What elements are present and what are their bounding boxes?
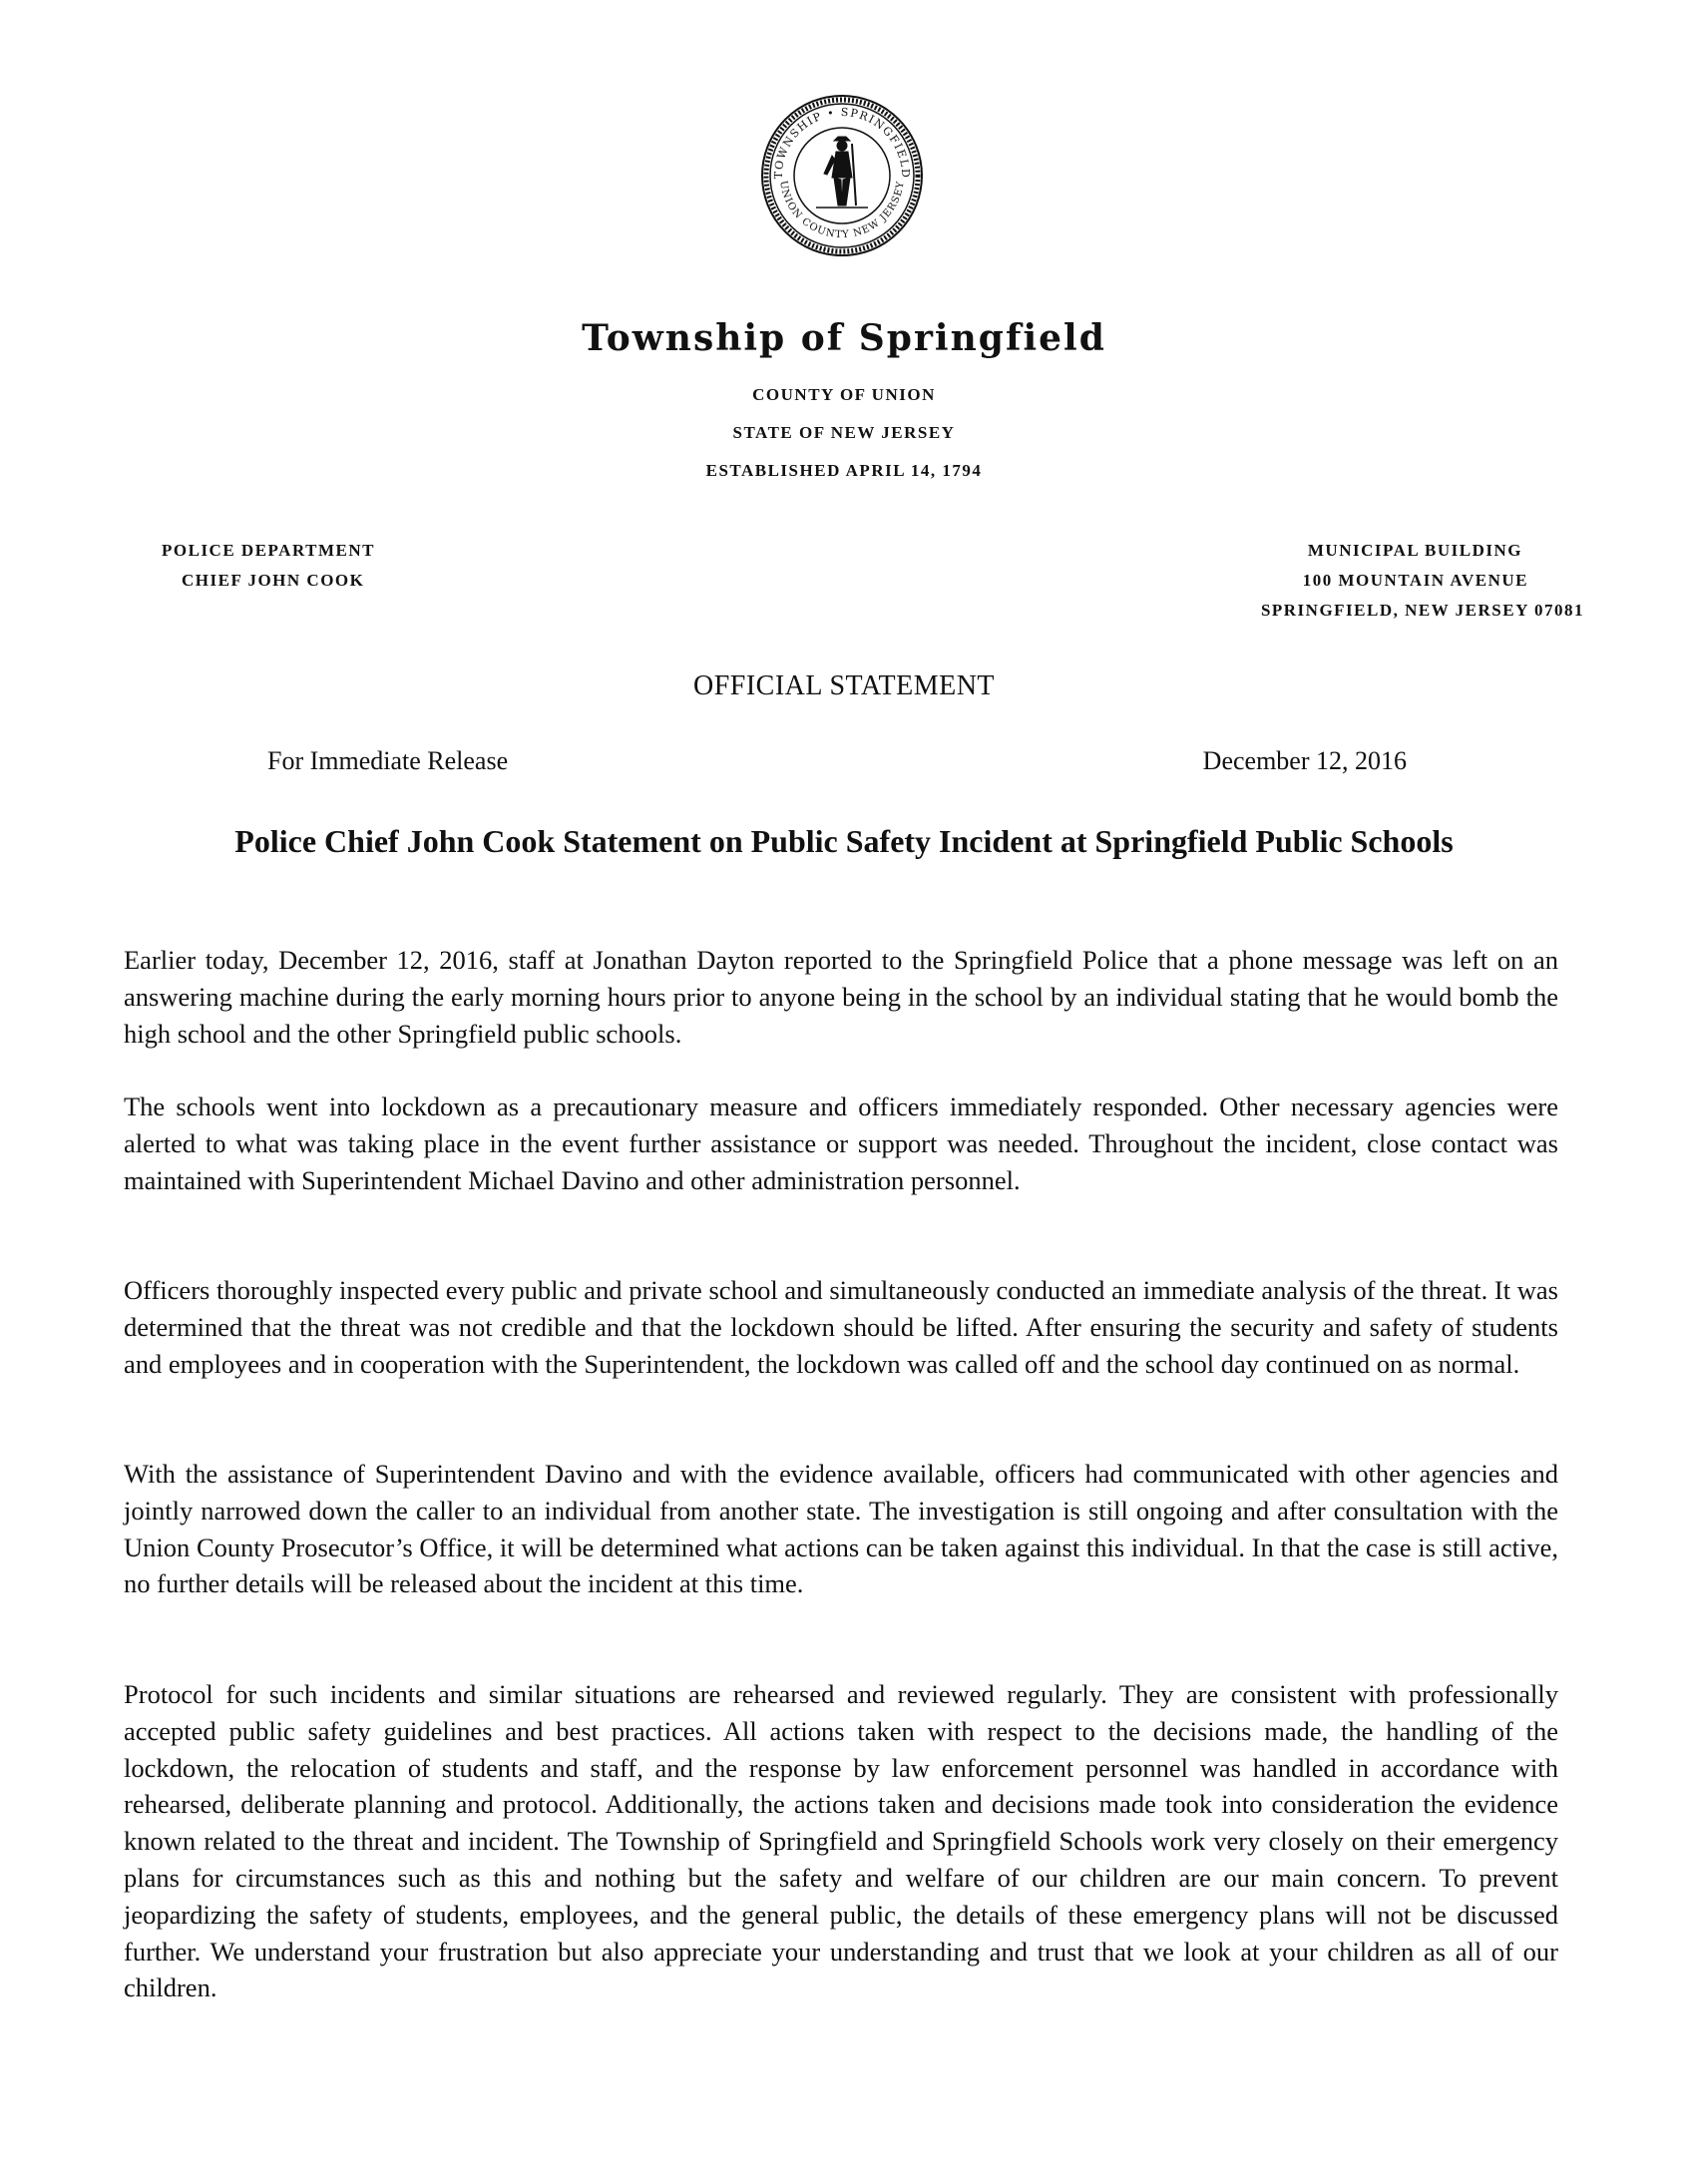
body-paragraph-2: The schools went into lockdown as a precautionary measure and officers immediately responded. Other necessary agencies were alerted to what was taking place in the event further assistance or support was needed. Throughout the incident, close contact was maintained with Superintendent Michael Davino and other administration personnel. <box>124 1092 1558 1195</box>
letterhead-street: 100 MOUNTAIN AVENUE <box>1302 571 1528 590</box>
established-line: ESTABLISHED APRIL 14, 1794 <box>705 461 983 480</box>
state-line: STATE OF NEW JERSEY <box>732 423 956 442</box>
headline: Police Chief John Cook Statement on Public Safety Incident at Springfield Public Schools <box>234 823 1454 859</box>
letterhead-department: POLICE DEPARTMENT <box>162 541 375 560</box>
body-paragraph-4: With the assistance of Superintendent Davino and with the evidence available, officers had communicated with other agencies and jointly narrowed down the caller to an individual from another state. The investigation is still ongoing and after consultation with the Union County Prosecutor’s Office, it will be determined what actions can be taken against this individual. In that the case is still active, no further details will be released about the incident at this time. <box>124 1459 1558 1599</box>
body-paragraph-1: Earlier today, December 12, 2016, staff at Jonathan Dayton reported to the Springfield Police that a phone message was left on an answering machine during the early morning hours prior to anyone being in the school by an individual stating that he would bomb the high school and the other Springfield public schools. <box>124 945 1558 1049</box>
svg-text:UNION COUNTY NEW JERSEY: UNION COUNTY NEW JERSEY <box>777 180 907 241</box>
svg-text:TOWNSHIP • SPRINGFIELD: TOWNSHIP • SPRINGFIELD <box>771 105 913 180</box>
release-label: For Immediate Release <box>267 746 509 775</box>
official-statement-label: OFFICIAL STATEMENT <box>692 670 996 701</box>
release-date: December 12, 2016 <box>1202 746 1407 775</box>
township-seal-logo <box>760 94 924 257</box>
letterhead-chief: CHIEF JOHN COOK <box>182 571 365 590</box>
letterhead-building: MUNICIPAL BUILDING <box>1307 541 1522 560</box>
county-line: COUNTY OF UNION <box>752 385 936 404</box>
township-title: Township of Springfield <box>582 317 1106 359</box>
letterhead-city: SPRINGFIELD, NEW JERSEY 07081 <box>1260 601 1584 620</box>
body-paragraph-5: Protocol for such incidents and similar situations are rehearsed and reviewed regularly. They are consistent with professionally accepted public safety guidelines and best practices. All actions taken with respect to the decisions made, the handling of the lockdown, the relocation of students and staff, and the response by law enforcement personnel was handled in accordance with rehearsed, deliberate planning and protocol. Additionally, the actions taken and decisions made took into consideration the evidence known related to the threat and incident. The Township of Springfield and Springfield Schools work very closely on their emergency plans for circumstances such as this and nothing but the safety and welfare of our children are our main concern. To prevent jeopardizing the safety of students, employees, and the general public, the details of these emergency plans will not be discussed further. We understand your frustration but also appreciate your understanding and trust that we look at your children as all of our children. <box>124 1679 1558 2003</box>
body-paragraph-3: Officers thoroughly inspected every public and private school and simultaneously conducted an immediate analysis of the threat. It was determined that the threat was not credible and that the lockdown should be lifted. After ensuring the security and safety of students and employees and in cooperation with the Superintendent, the lockdown was called off and the school day continued on as normal. <box>124 1275 1558 1379</box>
